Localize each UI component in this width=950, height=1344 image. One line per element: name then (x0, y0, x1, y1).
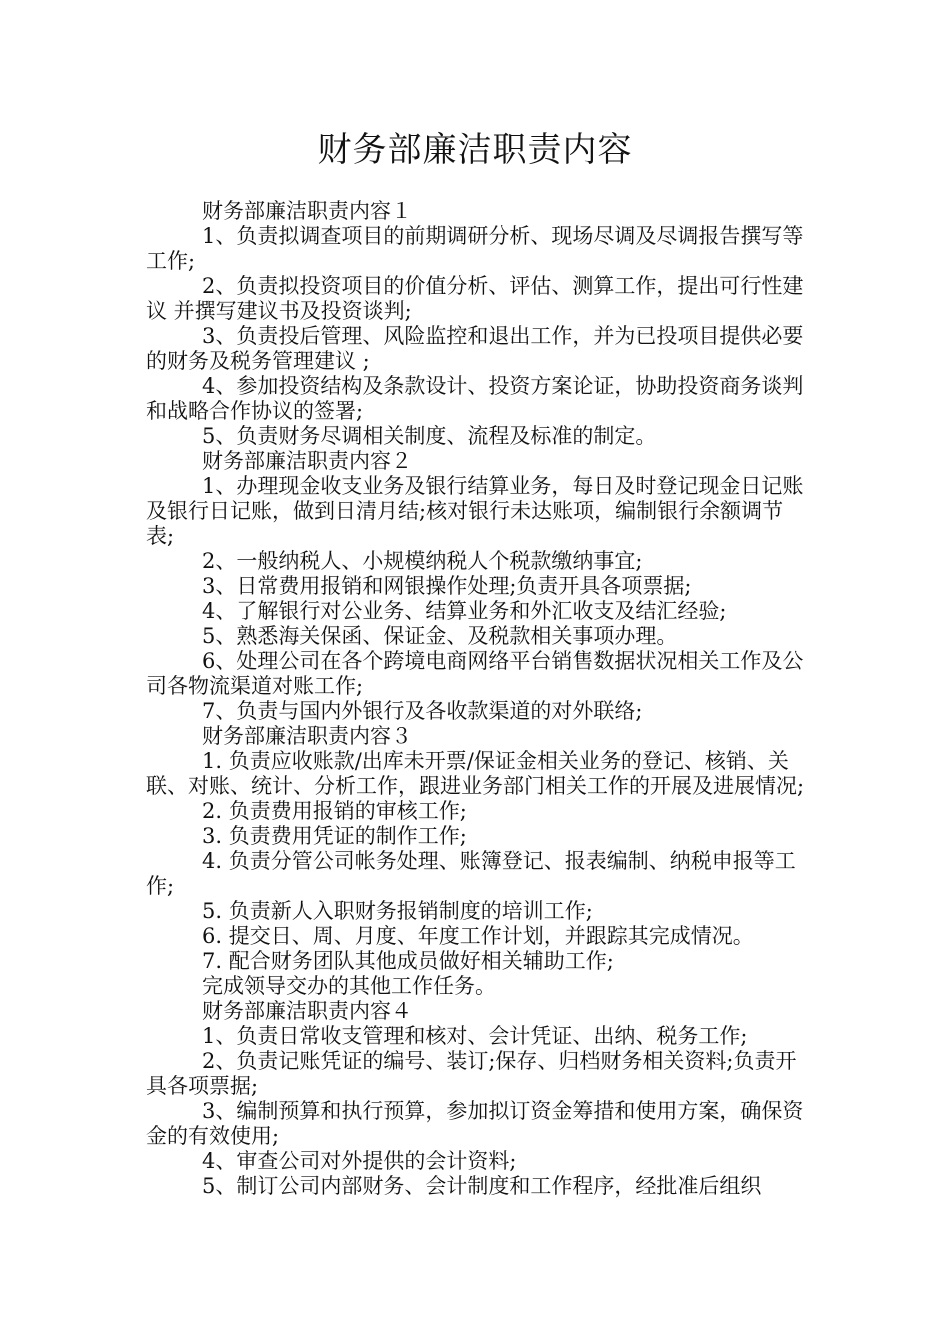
list-item: 5、负责财务尽调相关制度、流程及标准的制定。 (202, 424, 657, 448)
list-item: 3. 负责费用凭证的制作工作; (202, 824, 467, 848)
list-item: 7. 配合财务团队其他成员做好相关辅助工作; (202, 949, 614, 973)
list-item: 2、负责记账凭证的编号、装订;保存、归档财务相关资料;负责开具各项票据; (146, 1049, 797, 1098)
section-heading: 财务部廉洁职责内容２ (202, 449, 412, 473)
list-item: 6、处理公司在各个跨境电商网络平台销售数据状况相关工作及公司各物流渠道对账工作; (146, 649, 804, 698)
list-item: 1、办理现金收支业务及银行结算业务，每日及时登记现金日记账及银行日记账，做到日清月结;核对银行未达账项，编制银行余额调节表; (146, 474, 804, 548)
section-heading: 财务部廉洁职责内容３ (202, 724, 412, 748)
list-item: 6. 提交日、周、月度、年度工作计划，并跟踪其完成情况。 (202, 924, 754, 948)
list-item: 4、参加投资结构及条款设计、投资方案论证，协助投资商务谈判和战略合作协议的签署; (146, 374, 804, 423)
section-heading: 财务部廉洁职责内容１ (202, 199, 412, 223)
list-item: 2. 负责费用报销的审核工作; (202, 799, 467, 823)
list-item: 5、熟悉海关保函、保证金、及税款相关事项办理。 (202, 624, 678, 648)
list-item: 完成领导交办的其他工作任务。 (202, 974, 496, 998)
list-item: 2、一般纳税人、小规模纳税人个税款缴纳事宜; (202, 549, 643, 573)
list-item: 3、编制预算和执行预算，参加拟订资金筹措和使用方案，确保资金的有效使用; (146, 1099, 804, 1148)
list-item: 7、负责与国内外银行及各收款渠道的对外联络; (202, 699, 643, 723)
list-item: 2、负责拟投资项目的价值分析、评估、测算工作，提出可行性建议 并撰写建议书及投资谈判; (146, 274, 804, 323)
document-body (146, 199, 810, 1199)
list-item: 1、负责拟调查项目的前期调研分析、现场尽调及尽调报告撰写等工作; (146, 224, 804, 273)
list-item: 1. 负责应收账款/出库未开票/保证金相关业务的登记、核销、关联、对账、统计、分析工作，跟进业务部门相关工作的开展及进展情况; (146, 749, 805, 798)
list-item: 3、日常费用报销和网银操作处理;负责开具各项票据; (202, 574, 692, 598)
section-heading: 财务部廉洁职责内容４ (202, 999, 412, 1023)
page-title: 财务部廉洁职责内容 (317, 130, 633, 170)
list-item: 1、负责日常收支管理和核对、会计凭证、出纳、税务工作; (202, 1024, 748, 1048)
list-item: 4. 负责分管公司帐务处理、账簿登记、报表编制、纳税申报等工作; (146, 849, 796, 898)
list-item: 5. 负责新人入职财务报销制度的培训工作; (202, 899, 593, 923)
list-item: 4、审查公司对外提供的会计资料; (202, 1149, 517, 1173)
list-item: 3、负责投后管理、风险监控和退出工作，并为已投项目提供必要的财务及税务管理建议 ; (146, 324, 804, 373)
list-item: 4、了解银行对公业务、结算业务和外汇收支及结汇经验; (202, 599, 727, 623)
list-item: 5、制订公司内部财务、会计制度和工作程序，经批准后组织 (202, 1174, 762, 1198)
